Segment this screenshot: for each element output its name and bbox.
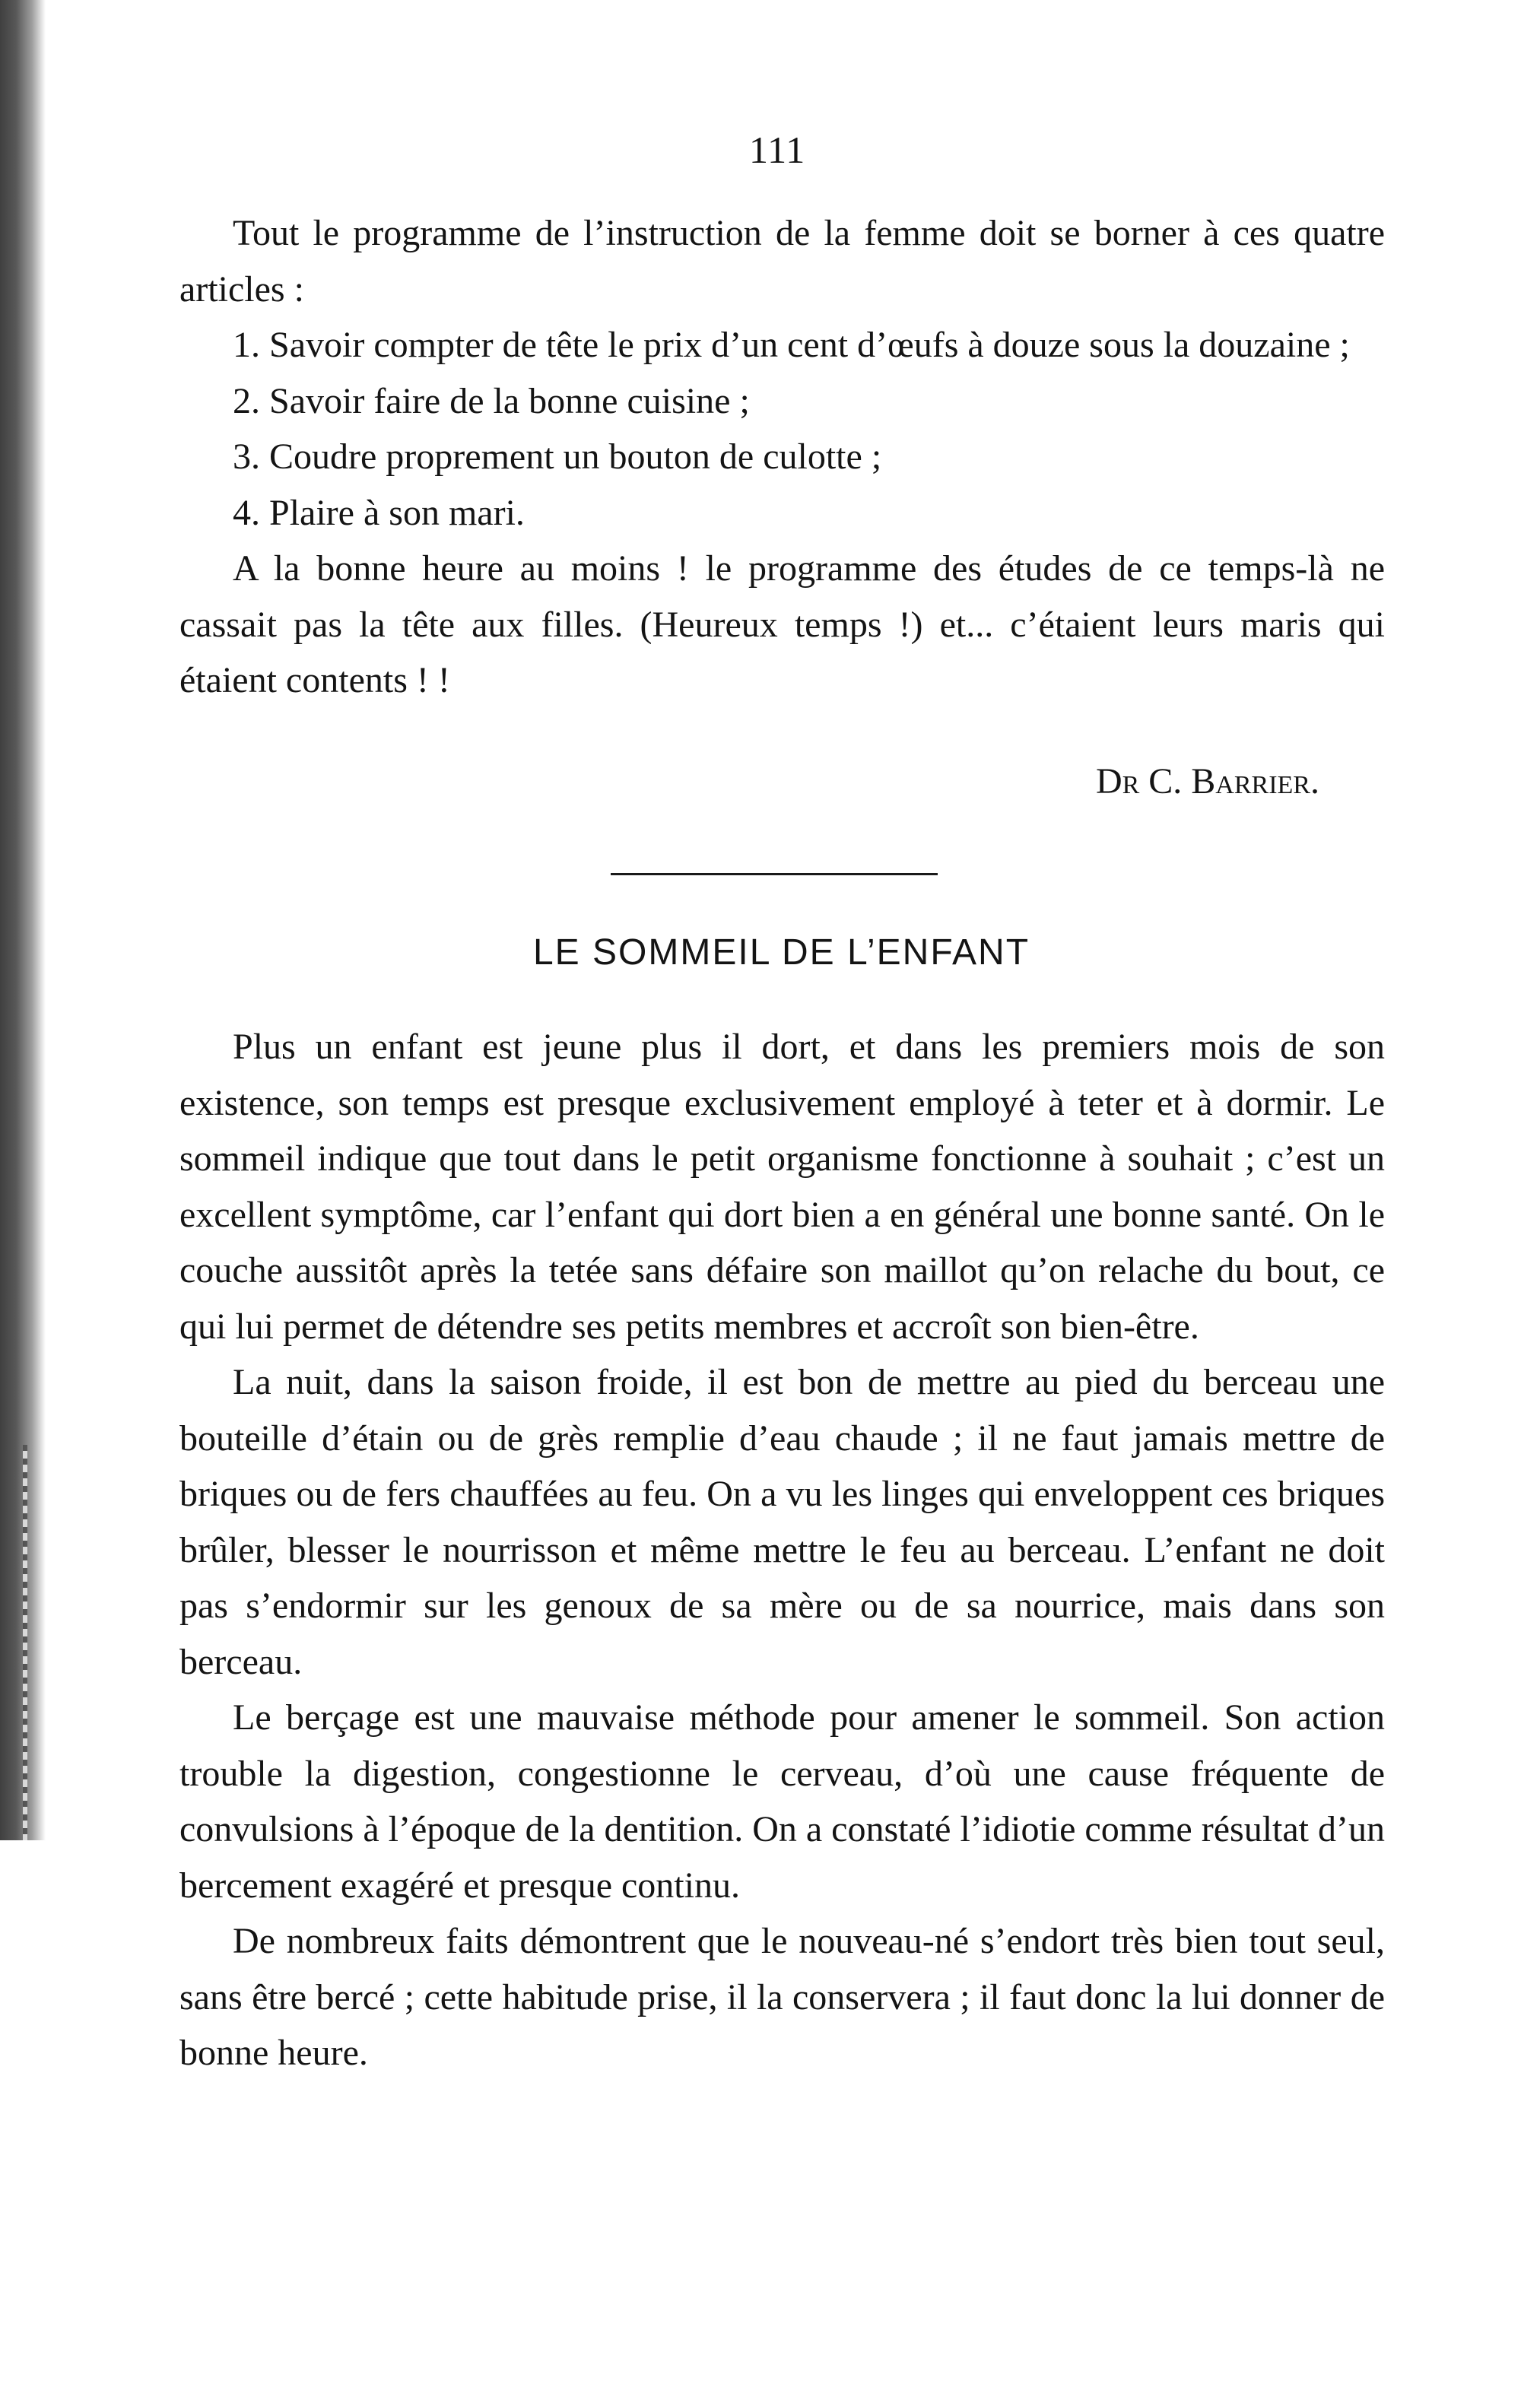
intro-paragraph: A la bonne heure au moins ! le programme des études de ce temps-là ne cassait pas la tête aux filles. (Heureux temps !) et... c’étaient leurs maris qui étaient contents ! ! — [179, 548, 1385, 700]
body-paragraph: La nuit, dans la saison froide, il est bon de mettre au pied du berceau une bouteille d’étain ou de grès remplie d’eau chaude ; il ne faut jamais mettre de briques ou de fers chauffées au feu. On a vu les linges qui enveloppent ces briques brûler, blesser le nourrisson et même mettre le feu au berceau. L’enfant ne doit pas s’endormir sur les genoux de sa mère ou de sa nourrice, mais dans son berceau. — [179, 1362, 1385, 1682]
binding-edge-marks — [23, 1445, 27, 1840]
section-divider — [611, 873, 938, 875]
body-paragraph: Plus un enfant est jeune plus il dort, et dans les premiers mois de son existence, son temps est presque exclusivement employé à teter et à dormir. Le sommeil indique que tout dans le petit organisme fonctionne à souhait ; c’est un excellent symptôme, car l’enfant qui dort bien a en général une bonne santé. On le couche aussitôt après la tetée sans défaire son maillot qu’on relache du bout, ce qui lui permet de détendre ses petits membres et accroît son bien-être. — [179, 1027, 1385, 1347]
page-number: 111 — [749, 129, 806, 171]
intro-paragraph: Tout le programme de l’instruction de la femme doit se borner à ces quatre articles : — [179, 213, 1385, 310]
author-signature: Dr C. Barrier. — [1095, 761, 1319, 802]
list-item: 2. Savoir faire de la bonne cuisine ; — [233, 380, 750, 421]
body-paragraph: Le berçage est une mauvaise méthode pour amener le sommeil. Son action trouble la digestion, congestionne le cerveau, d’où une cause fréquente de convulsions à l’époque de la dentition. On a constaté l’idiotie comme résultat d’un bercement exagéré et presque continu. — [179, 1697, 1385, 1906]
section-title: LE SOMMEIL DE L’ENFANT — [532, 932, 1030, 973]
body-text — [179, 1019, 1385, 2081]
list-item: 4. Plaire à son mari. — [233, 492, 525, 533]
list-item: 1. Savoir compter de tête le prix d’un cent d’œufs à douze sous la douzaine ; — [233, 325, 1350, 365]
body-paragraph: De nombreux faits démontrent que le nouveau-né s’endort très bien tout seul, sans être bercé ; cette habitude prise, il la conservera ; il faut donc la lui donner de bonne heure. — [179, 1921, 1385, 2073]
list-item: 3. Coudre proprement un bouton de culotte ; — [233, 436, 882, 477]
intro-text — [179, 205, 1385, 709]
